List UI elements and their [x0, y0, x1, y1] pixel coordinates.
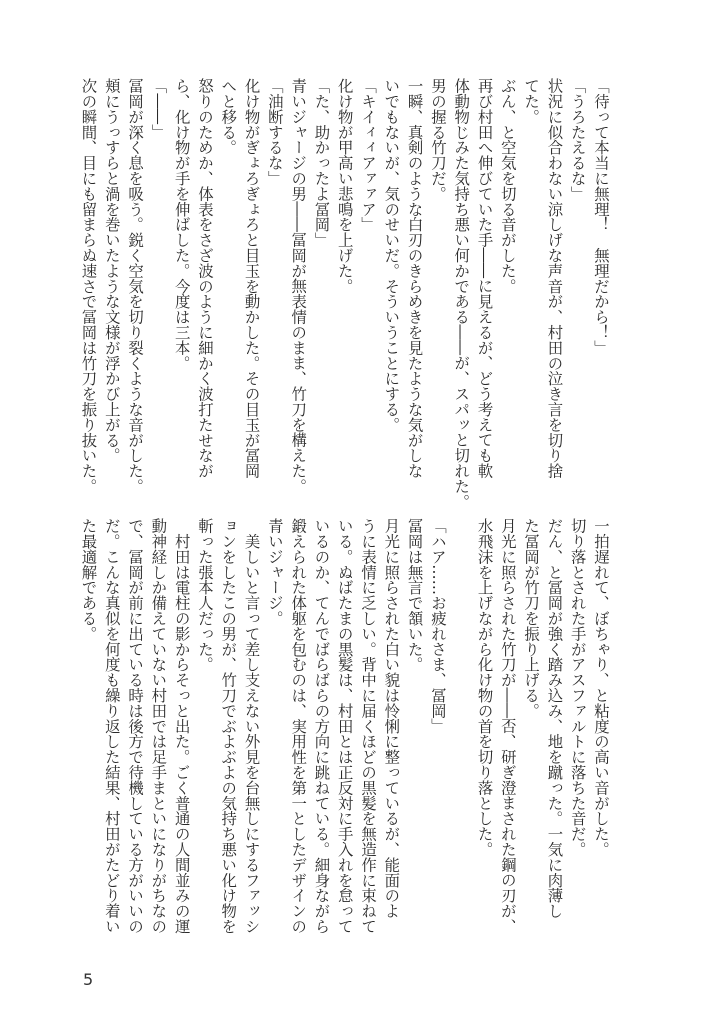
page-number: 5 [83, 970, 94, 989]
text-line: 切り落とされた手がアスファルトに落ちた音だ。 [568, 518, 587, 857]
text-line: 「油断するな」 [265, 78, 284, 186]
text-line: 月光に照らされた白い貌は怜悧に整っているが、能面のよ [382, 518, 401, 919]
text-line: いる。ぬばたまの黒髪は、村田とは正反対に手入れを怠って [335, 518, 354, 934]
text-line: 怒りのためか、体表をさざ波のように細かく波打たせなが [195, 78, 214, 479]
text-line: いでもないが、気のせいだ。そういうことにする。 [382, 78, 401, 433]
text-line: 動神経しか備えていない村田では足手まといになりがちなの [149, 518, 168, 934]
text-line: 水飛沫を上げながら化け物の首を切り落とした。 [475, 518, 494, 857]
text-line: だ。こんな真似を何度も繰り返した結果、村田がたどり着い [102, 518, 121, 934]
text-line [449, 518, 472, 928]
text-line: だん、と冨岡が強く踏み込み、地を蹴った。一気に肉薄し [545, 518, 564, 919]
text-line: 「ハア……お疲れさま、冨岡」 [428, 518, 447, 734]
text-line: 斬った張本人だった。 [195, 518, 214, 672]
text-block-bottom [76, 518, 612, 934]
text-line: 鍛えられた体躯を包むのは、実用性を第一としたデザインの [289, 518, 308, 934]
text-line: 状況に似合わない涼しげな声音が、村田の泣き言を切り捨 [545, 78, 564, 479]
text-line: 「――」 [149, 78, 168, 140]
text-line: 男の握る竹刀だ。 [428, 78, 447, 202]
text-line: 冨岡が深く息を吸う。鋭く空気を切り裂くような音がした。 [126, 78, 145, 494]
text-line: てた。 [522, 78, 541, 125]
text-line: 冨岡は無言で頷いた。 [405, 518, 424, 672]
text-line: いるのか、てんでばらばらの方向に跳ねている。細身ながら [312, 518, 331, 934]
text-line: ョンをしたこの男が、竹刀でぶよぶよの気持ち悪い化け物を [219, 518, 238, 934]
text-line: 「待って本当に無理！ 無理だから！」 [592, 78, 610, 356]
text-line: た冨岡が竹刀を振り上げる。 [522, 518, 541, 719]
text-line: うに表情に乏しい。背中に届くほどの黒髪を無造作に束ねて [359, 518, 378, 934]
text-line: 「うろたえるな」 [568, 78, 587, 202]
text-block-top [76, 78, 612, 510]
text-line: 次の瞬間、目にも留まらぬ速さで冨岡は竹刀を振り抜いた。 [79, 78, 98, 494]
text-line: 美しいと言って差し支えない外見を台無しにするファッシ [242, 518, 261, 934]
text-line: ら、化け物が手を伸ばした。今度は三本。 [172, 78, 191, 371]
text-line: 化け物が甲高い悲鳴を上げた。 [335, 78, 354, 294]
text-line: へと移る。 [219, 78, 238, 155]
text-line: 一拍遅れて、ぼちゃり、と粘度の高い音がした。 [592, 518, 610, 857]
text-line: 「キイィィアァァア」 [359, 78, 378, 232]
text-line: ぶん、と空気を切る音がした。 [498, 78, 517, 294]
text-line: 一瞬、真剣のような白刃のきらめきを見たような気がしな [405, 78, 424, 479]
text-line: 青いジャージの男――冨岡が無表情のまま、竹刀を構えた。 [289, 78, 308, 494]
text-line: た最適解である。 [79, 518, 98, 642]
text-line: 化け物がぎょろぎょろと目玉を動かした。その目玉が冨岡 [242, 78, 261, 479]
text-line: 月光に照らされた竹刀が――否、研ぎ澄まされた鋼の刃が、 [498, 518, 517, 934]
text-line: で、冨岡が前に出ている時は後方で待機している方がいいの [126, 518, 145, 934]
text-line: 村田は電柱の影からそっと出た。ごく普通の人間並みの運 [172, 518, 191, 934]
text-line: 「た、助かったよ冨岡」 [312, 78, 331, 248]
text-line: 体動物じみた気持ち悪い何かである――が、スパッと切れた。 [452, 78, 471, 510]
text-line: 再び村田へ伸びていた手――に見えるが、どう考えても軟 [475, 78, 494, 479]
text-line: 青いジャージ。 [265, 518, 284, 626]
text-line: 頬にうっすらと渦を巻いたような文様が浮かび上がる。 [102, 78, 121, 463]
